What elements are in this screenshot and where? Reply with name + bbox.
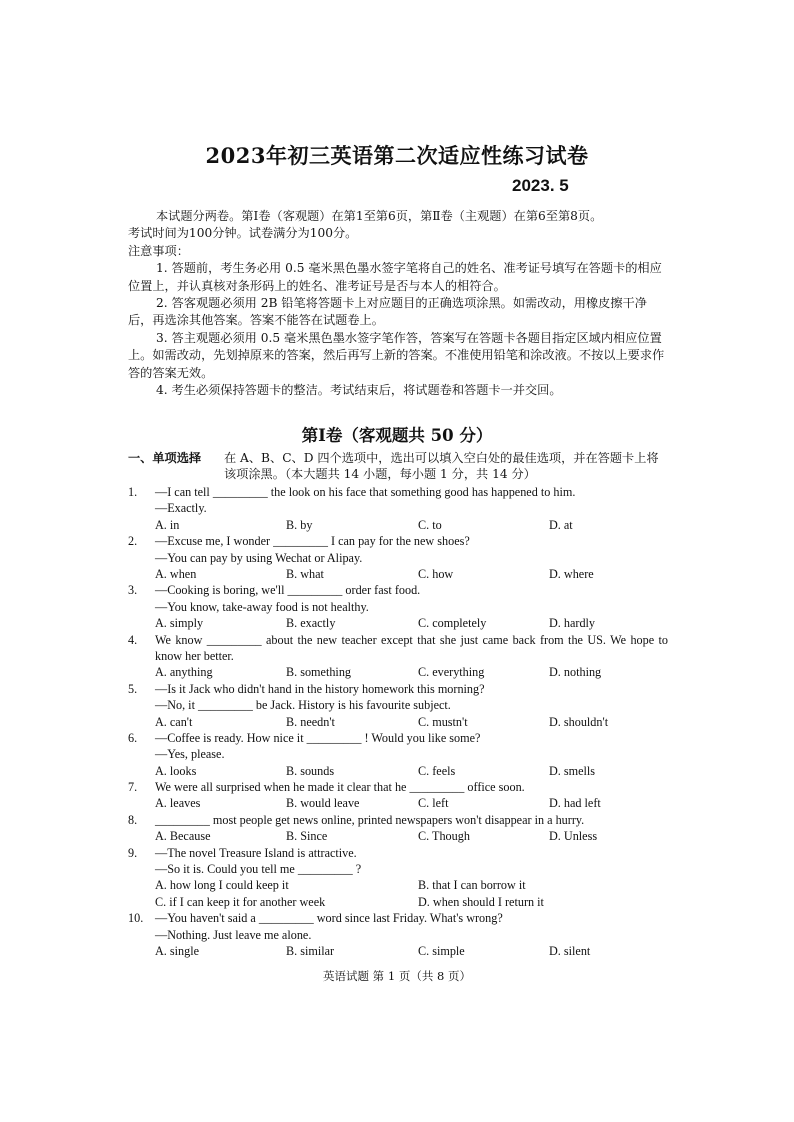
- option-c: C. mustn't: [418, 714, 468, 729]
- exam-title: 2023年初三英语第二次适应性练习试卷: [205, 143, 589, 168]
- option-c: C. left: [418, 796, 449, 811]
- option-a: A. in: [155, 517, 180, 532]
- option-b: B. sounds: [286, 763, 335, 778]
- option-b: B. similar: [286, 943, 335, 958]
- option-a: A. Because: [155, 829, 211, 844]
- question-4-line-1: [128, 632, 668, 665]
- exam-date: 2023. 5: [512, 176, 569, 195]
- option-d: D. when should I return it: [418, 894, 544, 909]
- question-1-options: [128, 517, 668, 533]
- question-1-line-1: [128, 484, 668, 500]
- question-8-line-1: [128, 812, 668, 828]
- option-d: D. shouldn't: [549, 714, 609, 729]
- question-number: 2.: [128, 534, 138, 549]
- question-10-options: [128, 943, 668, 959]
- option-d: D. had left: [549, 796, 601, 811]
- notice-intro-line2: 考试时间为100分钟。试卷满分为100分。: [128, 226, 358, 241]
- option-a: A. leaves: [155, 796, 201, 811]
- question-6-options: [128, 763, 668, 779]
- question-stem: —No, it _________ be Jack. History is his favourite subject.: [155, 698, 451, 713]
- question-9-line-2: [128, 861, 668, 877]
- option-c: C. simple: [418, 943, 465, 958]
- notice-item-1: 1. 答题前，考生务必用 0.5 毫米黑色墨水签字笔将自己的姓名、准考证号填写在答题卡的相应位置上，并认真核对条形码上的姓名、准考证号是否与本人的相符合。: [128, 261, 662, 293]
- notice-item-4: 4. 考生必须保持答题卡的整洁。考试结束后，将试题卷和答题卡一并交回。: [156, 383, 562, 398]
- question-number: 1.: [128, 485, 138, 499]
- option-d: D. smells: [549, 763, 596, 778]
- option-a: A. single: [155, 943, 200, 958]
- option-b: B. that I can borrow it: [418, 878, 526, 893]
- option-a: A. looks: [155, 763, 197, 778]
- option-c: C. feels: [418, 763, 456, 778]
- option-b: B. by: [286, 517, 313, 532]
- question-3-line-1: [128, 582, 668, 598]
- question-stem: _________ most people get news online, printed newspapers won't disappear in a hurry.: [155, 812, 585, 827]
- question-number: 9.: [128, 845, 138, 860]
- question-stem: We were all surprised when he made it clear that he _________ office soon.: [155, 780, 525, 795]
- question-5-line-2: [128, 697, 668, 713]
- question-2-line-1: [128, 533, 668, 549]
- option-b: B. something: [286, 665, 352, 680]
- option-b: B. needn't: [286, 714, 335, 729]
- question-number: 4.: [128, 632, 138, 647]
- question-6-line-1: [128, 730, 668, 746]
- question-3-line-2: [128, 599, 668, 615]
- question-9-line-1: [128, 845, 668, 861]
- question-number: 6.: [128, 730, 138, 745]
- question-10-line-1: [128, 910, 668, 926]
- question-7-options: [128, 795, 668, 811]
- question-6-line-2: [128, 746, 668, 762]
- option-c: C. if I can keep it for another week: [155, 894, 326, 909]
- option-b: B. exactly: [286, 616, 336, 631]
- question-stem: —I can tell _________ the look on his face that something good has happened to him.: [155, 485, 576, 499]
- question-stem: —Nothing. Just leave me alone.: [155, 927, 312, 942]
- option-d: D. hardly: [549, 616, 596, 631]
- option-a: A. can't: [155, 714, 193, 729]
- question-3-options: [128, 615, 668, 631]
- question-stem: —So it is. Could you tell me _________ ?: [155, 862, 362, 877]
- question-5-options: [128, 714, 668, 730]
- question-5-line-1: [128, 681, 668, 697]
- question-number: 3.: [128, 583, 138, 598]
- question-2-options: [128, 566, 668, 582]
- option-c: C. how: [418, 566, 454, 581]
- question-8-options: [128, 828, 668, 844]
- question-10-line-2: [128, 927, 668, 943]
- notice-item-2: 2. 答客观题必须用 2B 铅笔将答题卡上对应题目的正确选项涂黑。如需改动，用橡皮擦干净后，再选涂其他答案。答案不能答在试题卷上。: [128, 296, 647, 328]
- notice-intro-line1: 本试题分两卷。第Ⅰ卷（客观题）在第1至第6页，第Ⅱ卷（主观题）在第6至第8页。: [156, 209, 603, 223]
- part-instructions: 在 A、B、C、D 四个选项中，选出可以填入空白处的最佳选项，并在答题卡上将该项涂黑。（本大题共 14 小题，每小题 1 分，共 14 分）: [224, 451, 659, 481]
- option-c: C. everything: [418, 665, 485, 680]
- question-stem: —The novel Treasure Island is attractive.: [155, 845, 357, 860]
- exam-notice: [128, 208, 668, 399]
- question-number: 7.: [128, 780, 138, 795]
- question-1-line-2: [128, 500, 668, 516]
- question-number: 8.: [128, 812, 138, 827]
- question-stem: —You know, take-away food is not healthy.: [155, 599, 369, 614]
- option-b: B. would leave: [286, 796, 360, 811]
- question-7-line-1: [128, 779, 668, 795]
- question-list: [128, 484, 668, 959]
- question-stem: —You haven't said a _________ word since last Friday. What's wrong?: [155, 911, 503, 926]
- question-stem: —Excuse me, I wonder _________ I can pay for the new shoes?: [155, 534, 470, 549]
- question-stem: We know _________ about the new teacher except that she just came back from the US. We hope to know her better.: [155, 632, 668, 663]
- question-stem: —Coffee is ready. How nice it _________ ! Would you like some?: [155, 730, 481, 745]
- question-number: 10.: [128, 911, 144, 926]
- section-title: 第Ⅰ卷（客观题共 50 分）: [301, 426, 493, 445]
- question-stem: —Exactly.: [155, 501, 207, 516]
- page-footer: 英语试题 第 1 页（共 8 页）: [323, 969, 471, 983]
- question-2-line-2: [128, 550, 668, 566]
- option-d: D. at: [549, 517, 573, 532]
- option-a: A. how long I could keep it: [155, 878, 289, 893]
- question-stem: —Is it Jack who didn't hand in the history homework this morning?: [155, 681, 485, 696]
- option-c: C. to: [418, 517, 442, 532]
- option-b: B. Since: [286, 829, 328, 844]
- option-a: A. anything: [155, 665, 213, 680]
- option-a: A. when: [155, 566, 197, 581]
- question-number: 5.: [128, 681, 138, 696]
- question-stem: —You can pay by using Wechat or Alipay.: [155, 550, 363, 565]
- option-d: D. nothing: [549, 665, 602, 680]
- option-c: C. completely: [418, 616, 487, 631]
- option-b: B. what: [286, 566, 324, 581]
- question-9-options-cd: [128, 894, 668, 910]
- option-d: D. Unless: [549, 829, 598, 844]
- option-d: D. where: [549, 566, 594, 581]
- notice-intro: [128, 208, 668, 225]
- question-9-options-ab: [128, 877, 668, 893]
- option-c: C. Though: [418, 829, 470, 844]
- part-label: 一、单项选择: [128, 451, 202, 465]
- question-stem: —Yes, please.: [155, 747, 225, 762]
- option-a: A. simply: [155, 616, 204, 631]
- notice-heading: 注意事项：: [128, 243, 189, 258]
- question-stem: —Cooking is boring, we'll _________ order fast food.: [155, 583, 421, 598]
- option-d: D. silent: [549, 943, 591, 958]
- notice-item-3: 3. 答主观题必须用 0.5 毫米黑色墨水签字笔作答，答案写在答题卡各题目指定区域内相应位置上。如需改动，先划掉原来的答案，然后再写上新的答案。不准使用铅笔和涂改液。不按以上要求作答的答案无效。: [128, 330, 665, 380]
- question-4-options: [128, 664, 668, 680]
